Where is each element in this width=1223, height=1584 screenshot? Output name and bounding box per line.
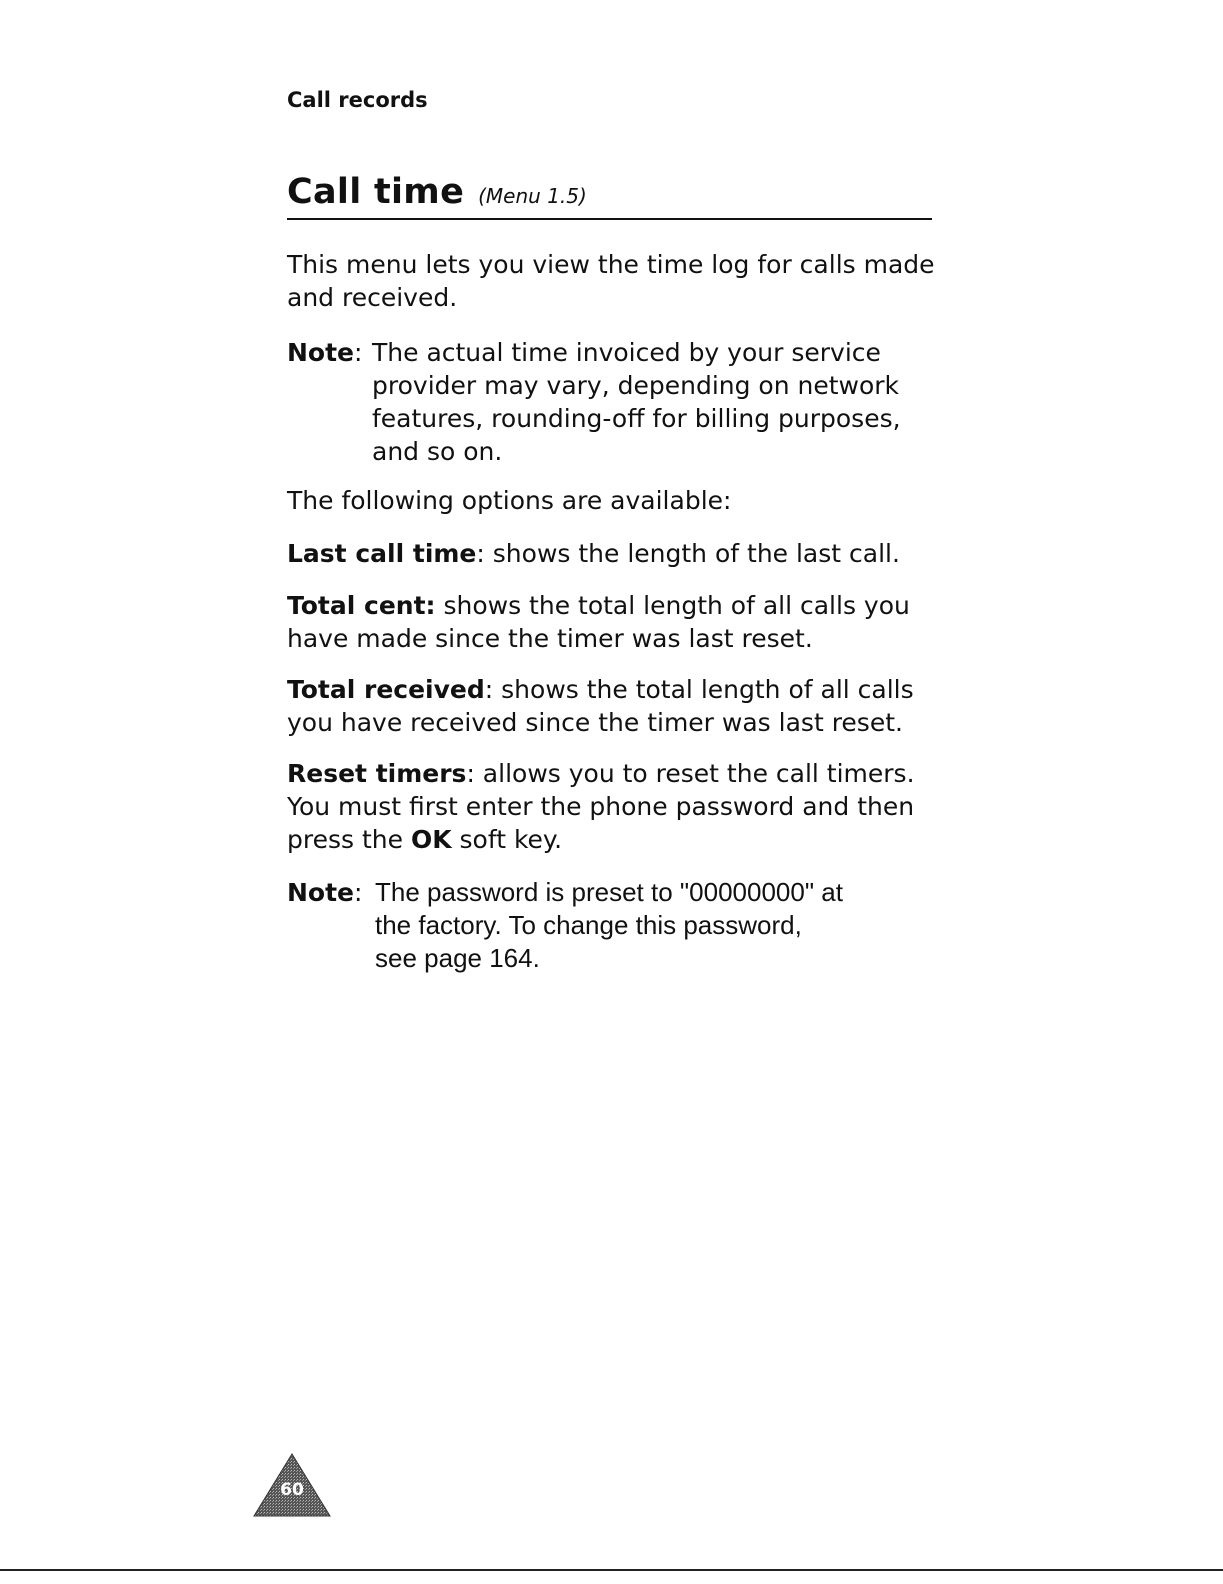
note-separator: : [354, 878, 363, 907]
bottom-rule [0, 1569, 1223, 1571]
menu-reference: (Menu 1.5) [478, 184, 587, 208]
ok-key-label: OK [410, 825, 452, 854]
option-total-received [287, 673, 937, 739]
section-title-row [287, 172, 932, 220]
note-block-2 [287, 876, 937, 975]
option-reset-timers [287, 757, 937, 856]
note-text: The actual time invoiced by your service provider may vary, depending on network features, rounding-off for billing purposes, and so on. [372, 338, 901, 466]
option-description: shows the total length of all calls you have made since the timer was last reset. [287, 591, 910, 653]
option-description-end: soft key. [451, 825, 563, 854]
page-number-marker [252, 1452, 332, 1518]
option-term: Total received [287, 675, 485, 704]
intro-text: This menu lets you view the time log for calls made and received. [287, 250, 935, 312]
option-total-cent [287, 589, 937, 655]
note-block-1 [287, 336, 937, 468]
note-text: The password is preset to "00000000" at the factory. To change this password, see page 164. [375, 877, 843, 973]
options-intro-text: The following options are available: [287, 486, 732, 515]
running-head: Call records [287, 88, 428, 112]
section-title: Call time [287, 172, 465, 212]
option-term: Last call time [287, 539, 477, 568]
note-label: Note [287, 878, 355, 907]
option-term: Total cent: [287, 591, 436, 620]
option-term: Reset timers [287, 759, 467, 788]
option-description: : shows the total length of all calls you have received since the timer was last reset. [287, 675, 914, 737]
note-label: Note [287, 338, 355, 367]
page-number: 60 [280, 1480, 304, 1500]
option-description: : shows the length of the last call. [476, 539, 900, 568]
options-intro [287, 484, 937, 517]
note-separator: : [354, 338, 363, 367]
option-last-call-time [287, 537, 937, 570]
option-description: : allows you to reset the call timers. You must first enter the phone password and then press the [287, 759, 915, 854]
intro-paragraph [287, 248, 937, 314]
